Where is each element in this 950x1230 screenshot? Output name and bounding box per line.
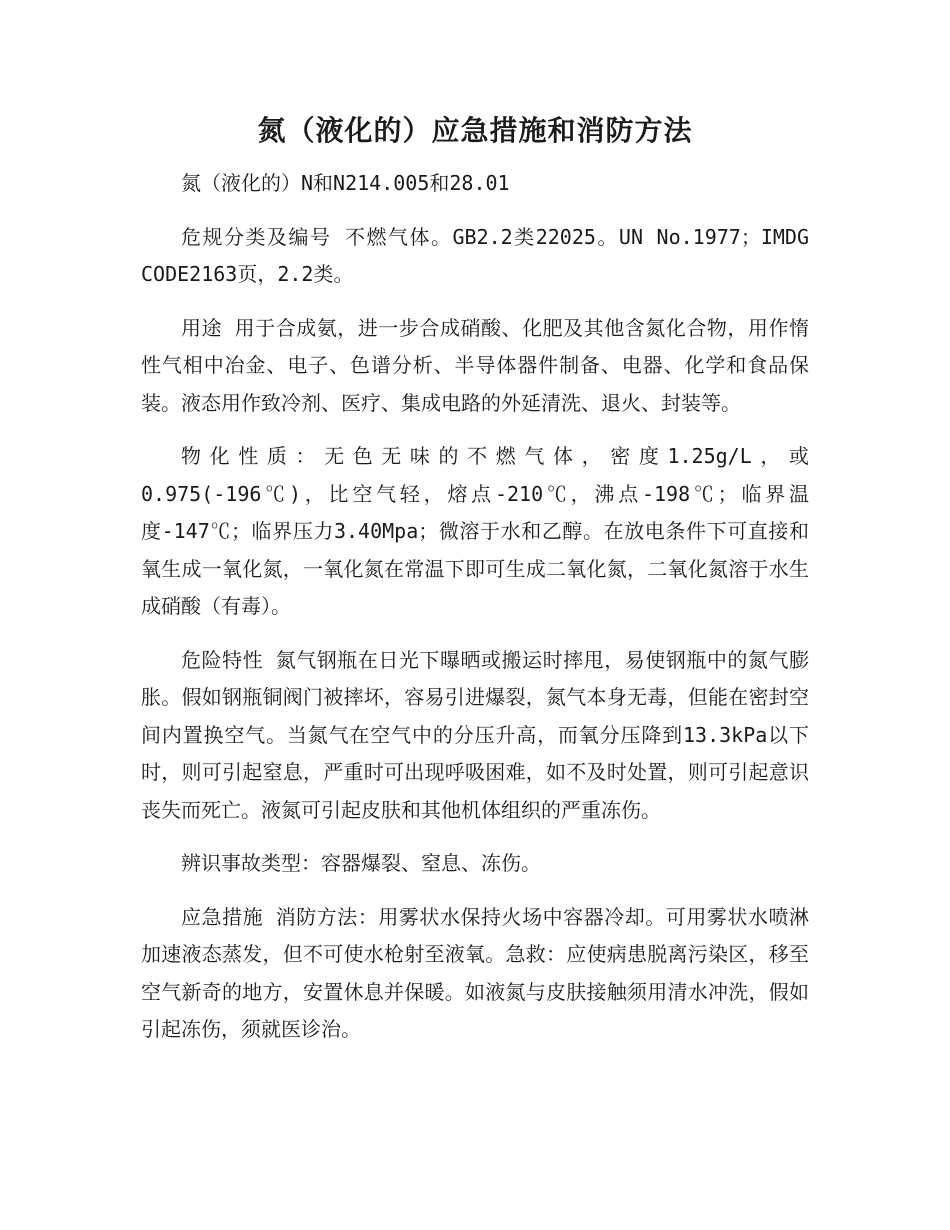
document-body	[141, 165, 809, 1065]
paragraph-uses: 用途 用于合成氨，进一步合成硝酸、化肥及其他含氮化合物，用作惰性气相中冶金、电子、色谱分析、半导体器件制备、电器、化学和食品保装。液态用作致冷剂、医疗、集成电路的外延清洗、退火、封装等。	[141, 315, 809, 415]
paragraph-accident-types: 辨识事故类型：容器爆裂、窒息、冻伤。	[181, 851, 541, 875]
paragraph-emergency-measures: 应急措施 消防方法：用雾状水保持火场中容器冷却。可用雾状水喷淋加速液态蒸发，但不可使水枪射至液氧。急救：应使病患脱离污染区，移至空气新奇的地方，安置休息并保暖。如液氮与皮肤接触须用清水冲洗，假如引起冻伤，须就医诊治。	[141, 904, 809, 1041]
paragraph-hazards: 危险特性 氮气钢瓶在日光下曝晒或搬运时摔甩，易使钢瓶中的氮气膨胀。假如钢瓶铜阀门被摔坏，容易引进爆裂，氮气本身无毒，但能在密封空间内置换空气。当氮气在空气中的分压升高，而氧分压降到13.3kPa以下时，则可引起窒息，严重时可出现呼吸困难，如不及时处置，则可引起意识丧失而死亡。液氮可引起皮肤和其他机体组织的严重冻伤。	[141, 647, 809, 822]
paragraph-properties: 物化性质：无色无味的不燃气体，密度1.25g/L，或0.975(-196℃)，比空气轻，熔点-210℃，沸点-198℃；临界温度-147℃；临界压力3.40Mpa；微溶于水和乙醇。在放电条件下可直接和氧生成一氧化氮，一氧化氮在常温下即可生成二氧化氮，二氧化氮溶于水生成硝酸（有毒）。	[141, 444, 809, 618]
paragraph-classification: 危规分类及编号 不燃气体。GB2.2类22025。UN No.1977；IMDG CODE2163页，2.2类。	[141, 224, 809, 286]
document-title: 氮（液化的）应急措施和消防方法	[257, 114, 693, 147]
paragraph-identity: 氮（液化的）N和N214.005和28.01	[181, 171, 510, 195]
